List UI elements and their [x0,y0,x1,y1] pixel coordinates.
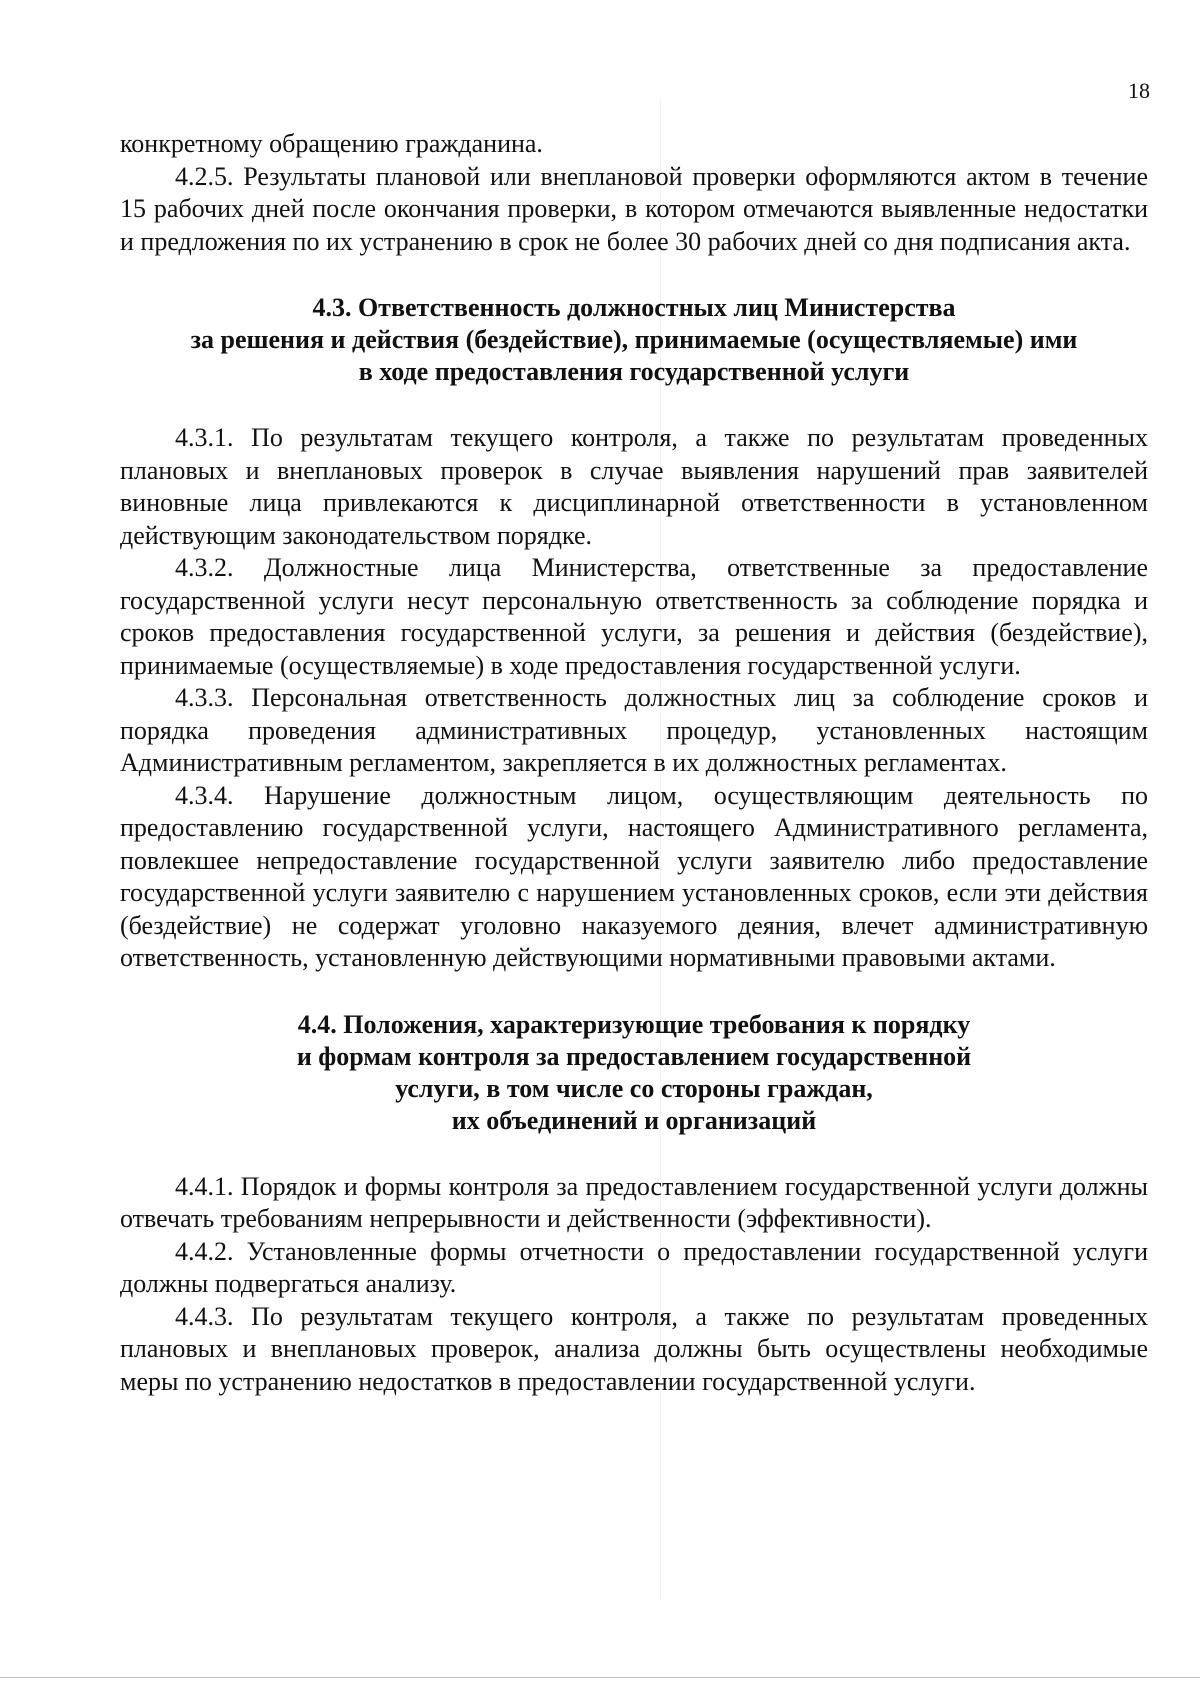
scan-bottom-edge [0,1677,1200,1678]
paragraph-4-3-2: 4.3.2. Должностные лица Министерства, ответственные за предоставление государственной услуги несут персональную ответственность за соблюдение порядка и сроков предоставления государственной услуги, за решения и действия (бездействие), принимаемые (осуществляемые) в ходе предоставления государственной услуги. [120,553,1148,680]
heading-line: 4.4. Положения, характеризующие требования к порядку [297,1009,971,1039]
section-heading-4-3 [120,292,1148,388]
continued-paragraph: конкретному обращению гражданина. [120,129,543,158]
document-body [120,128,1148,1398]
heading-line: за решения и действия (бездействие), принимаемые (осуществляемые) ими [190,325,1078,354]
paragraph-4-4-1: 4.4.1. Порядок и формы контроля за предоставлением государственной услуги должны отвечать требованиям непрерывности и действенности (эффективности). [120,1171,1148,1233]
heading-line: услуги, в том числе со стороны граждан, [395,1073,873,1103]
section-heading-4-4 [120,1009,1148,1137]
heading-line: их объединений и организаций [451,1105,817,1135]
heading-line: в ходе предоставления государственной услуги [358,357,910,386]
paragraph-4-3-3: 4.3.3. Персональная ответственность должностных лиц за соблюдение сроков и порядка проведения административных процедур, установленных настоящим Административным регламентом, закрепляется в их должностных регламентах. [120,683,1148,777]
page-number: 18 [1128,78,1150,103]
heading-line: и формам контроля за предоставлением государственной [296,1041,972,1071]
paragraph-4-3-4: 4.3.4. Нарушение должностным лицом, осуществляющим деятельность по предоставлению государственной услуги, настоящего Административного регламента, повлекшее непредоставление государственной услуги заявителю либо предоставление государственной услуги заявителю с нарушением установленных сроков, если эти действия (бездействие) не содержат уголовно наказуемого деяния, влечет административную ответственность, установленную действующими нормативными правовыми актами. [120,780,1148,972]
paragraph-4-4-2: 4.4.2. Установленные формы отчетности о предоставлении государственной услуги должны подвергаться анализу. [120,1236,1148,1298]
paragraph-4-4-3: 4.4.3. По результатам текущего контроля, а также по результатам проведенных плановых и внеплановых проверок, анализа должны быть осуществлены необходимые меры по устранению недостатков в предоставлении государственной услуги. [120,1301,1148,1396]
paragraph-4-3-1: 4.3.1. По результатам текущего контроля, а также по результатам проведенных плановых и внеплановых проверок в случае выявления нарушений прав заявителей виновные лица привлекаются к дисциплинарной ответственности в установленном действующим законодательством порядке. [120,423,1148,550]
heading-line: 4.3. Ответственность должностных лиц Министерства [312,293,956,322]
paragraph-4-2-5: 4.2.5. Результаты плановой или внеплановой проверки оформляются актом в течение 15 рабочих дней после окончания проверки, в котором отмечаются выявленные недостатки и предложения по их устранению в срок не более 30 рабочих дней со дня подписания акта. [120,161,1148,256]
